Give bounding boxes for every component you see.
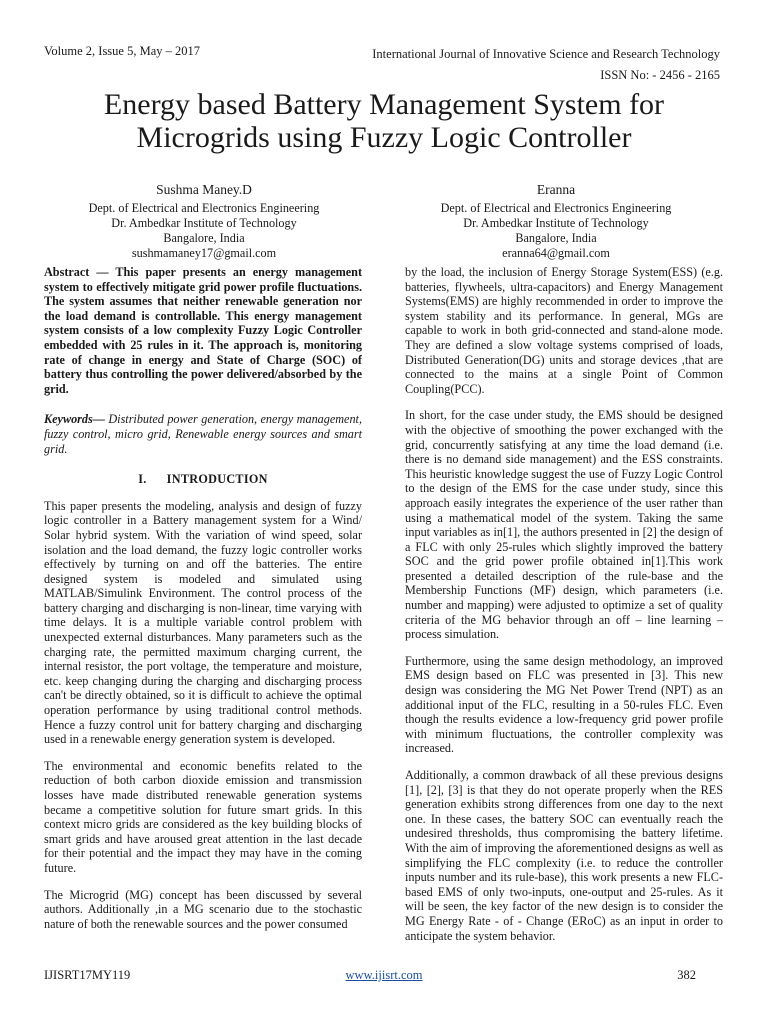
author-name: Eranna [536, 182, 576, 197]
author-dept: Dept. of Electrical and Electronics Engineering [88, 201, 320, 215]
paragraph: by the load, the inclusion of Energy Storage System(ESS) (e.g. batteries, flywheels, ultra-capacitors) and Energy Management Systems(EMS) are highly recommended in order to improve the system stability and its performance. In general, MGs are capable to work in both grid-connected and stand-alone mode. They are defined a slow voltage systems comprised of loads, Distributed Generation(DG) units and storage devices ,that are connected to the mains at a single Point of Common Coupling(PCC). [405, 265, 723, 396]
paragraph: In short, for the case under study, the EMS should be designed with the objective of smoothing the power exchanged with the grid, concurrently satisfying at any time the load demand (i.e. there is no demand side management) and the ESS constraints. This heuristic knowledge suggest the use of Fuzzy Logic Control to the design of the EMS for the case under study, since this approach easily integrates the experience of the user rather than using a mathematical model of the system. Taking the same input variables as in[1], the authors presented in [2] the design of a FLC with only 25-rules which slightly improved the battery SOC and the grid power profile obtained in[1].This work presented a detailed description of the rule-base and the Membership Functions (MF) design, which parameters (i.e. number and mapping) were adjusted to optimize a set of quality criteria of the MG behavior through an off – line learning – process simulation. [405, 408, 723, 642]
journal-name: International Journal of Innovative Science and Research Technology [372, 47, 720, 61]
abstract: Abstract — This paper presents an energy management system to effectively mitigate grid power profile fluctuations. The system assumes that neither renewable generation nor the load demand is controllable. This energy management system consists of a low complexity Fuzzy Logic Controller embedded with 25 rules in it. The approach is, monitoring rate of change in energy and State of Charge (SOC) of battery thus controlling the power delivered/absorbed by the grid. [44, 265, 362, 396]
author-institute: Dr. Ambedkar Institute of Technology [463, 216, 649, 230]
left-column [44, 265, 362, 943]
author-city: Bangalore, India [515, 231, 597, 245]
author-name: Sushma Maney.D [156, 182, 252, 197]
paragraph: Furthermore, using the same design methodology, an improved EMS design based on FLC was presented in [3]. This new design was considering the MG Net Power Trend (NPT) as an additional input of the FLC, resulting in a 50-rules FLC. Even though the results evidence a low-frequency grid power profile with minimum fluctuations, the controller complexity was increased. [405, 653, 723, 756]
footer-paper-id: IJISRT17MY119 [44, 968, 131, 982]
right-column [405, 265, 723, 955]
paragraph: The Microgrid (MG) concept has been discussed by several authors. Additionally ,in a MG scenario due to the stochastic nature of both the renewable sources and the power consumed [44, 887, 362, 931]
author-institute: Dr. Ambedkar Institute of Technology [111, 216, 297, 230]
author-dept: Dept. of Electrical and Electronics Engineering [440, 201, 672, 215]
paragraph: This paper presents the modeling, analysis and design of fuzzy logic controller in a Battery management system for a Wind/ Solar hybrid system. With the variation of wind speed, solar isolation and the load demand, the fuzzy logic controller works effectively by turning on and off the batteries. The entire designed system is modeled and simulated using MATLAB/Simulink Environment. The control process of the battery charging and discharging is non-linear, time varying with time delays. It is a multiple variable control problem with unexpected external disturbances. Many parameters such as the charging rate, the permitted maximum charging current, the internal resistor, the port voltage, the temperature and moisture, etc. keep changing during the charging and discharging process can't be directly obtained, so it is difficult to achieve the optimal operation performance by using traditional control methods. Hence a fuzzy control unit for battery charging and discharging used in a renewable energy generation system is developed. [44, 498, 362, 747]
author-block-2 [406, 182, 706, 261]
keywords-label: Keywords— [44, 412, 105, 427]
author-city: Bangalore, India [163, 231, 245, 245]
author-block-1 [54, 182, 354, 261]
section-heading-introduction: I. INTRODUCTION [138, 472, 268, 487]
issn: ISSN No: - 2456 - 2165 [600, 68, 720, 82]
paper-title: Energy based Battery Management System for Microgrids using Fuzzy Logic Controller [103, 88, 665, 154]
page-number: 382 [677, 968, 696, 982]
paragraph: Additionally, a common drawback of all these previous designs [1], [2], [3] is that they do not operate properly when the RES generation exhibits strong differences from one day to the next one. In these cases, the battery SOC can eventually reach the undesired thresholds, thus compromising the battery lifetime. With the aim of improving the aforementioned designs as well as simplifying the FLC complexity (i.e. to reduce the controller inputs number and its rule-base), this work presents a new FLC-based EMS of only two-inputs, one-output and 25-rules. As it will be seen, the key factor of the new design is to consider the MG Energy Rate - of - Change (ERoC) as an input in order to anticipate the system behavior. [405, 768, 723, 943]
journal-header [372, 44, 720, 86]
paragraph: The environmental and economic benefits related to the reduction of both carbon dioxide emission and transmission losses have made distributed renewable generation systems became a competitive solution for future smart grids. In this context micro grids are considered as the key building blocks of smart grids and have aroused great attention in the last decade for their potential and the impact they may have in the coming future. [44, 758, 362, 875]
footer-website-link[interactable]: www.ijisrt.com [345, 968, 423, 982]
author-email: eranna64@gmail.com [502, 246, 610, 260]
keywords-text: Distributed power generation, energy management, fuzzy control, micro grid, Renewable energy sources and smart grid. [44, 412, 362, 456]
volume-info: Volume 2, Issue 5, May – 2017 [44, 44, 201, 58]
author-email: sushmamaney17@gmail.com [131, 246, 277, 260]
keywords [44, 412, 362, 456]
